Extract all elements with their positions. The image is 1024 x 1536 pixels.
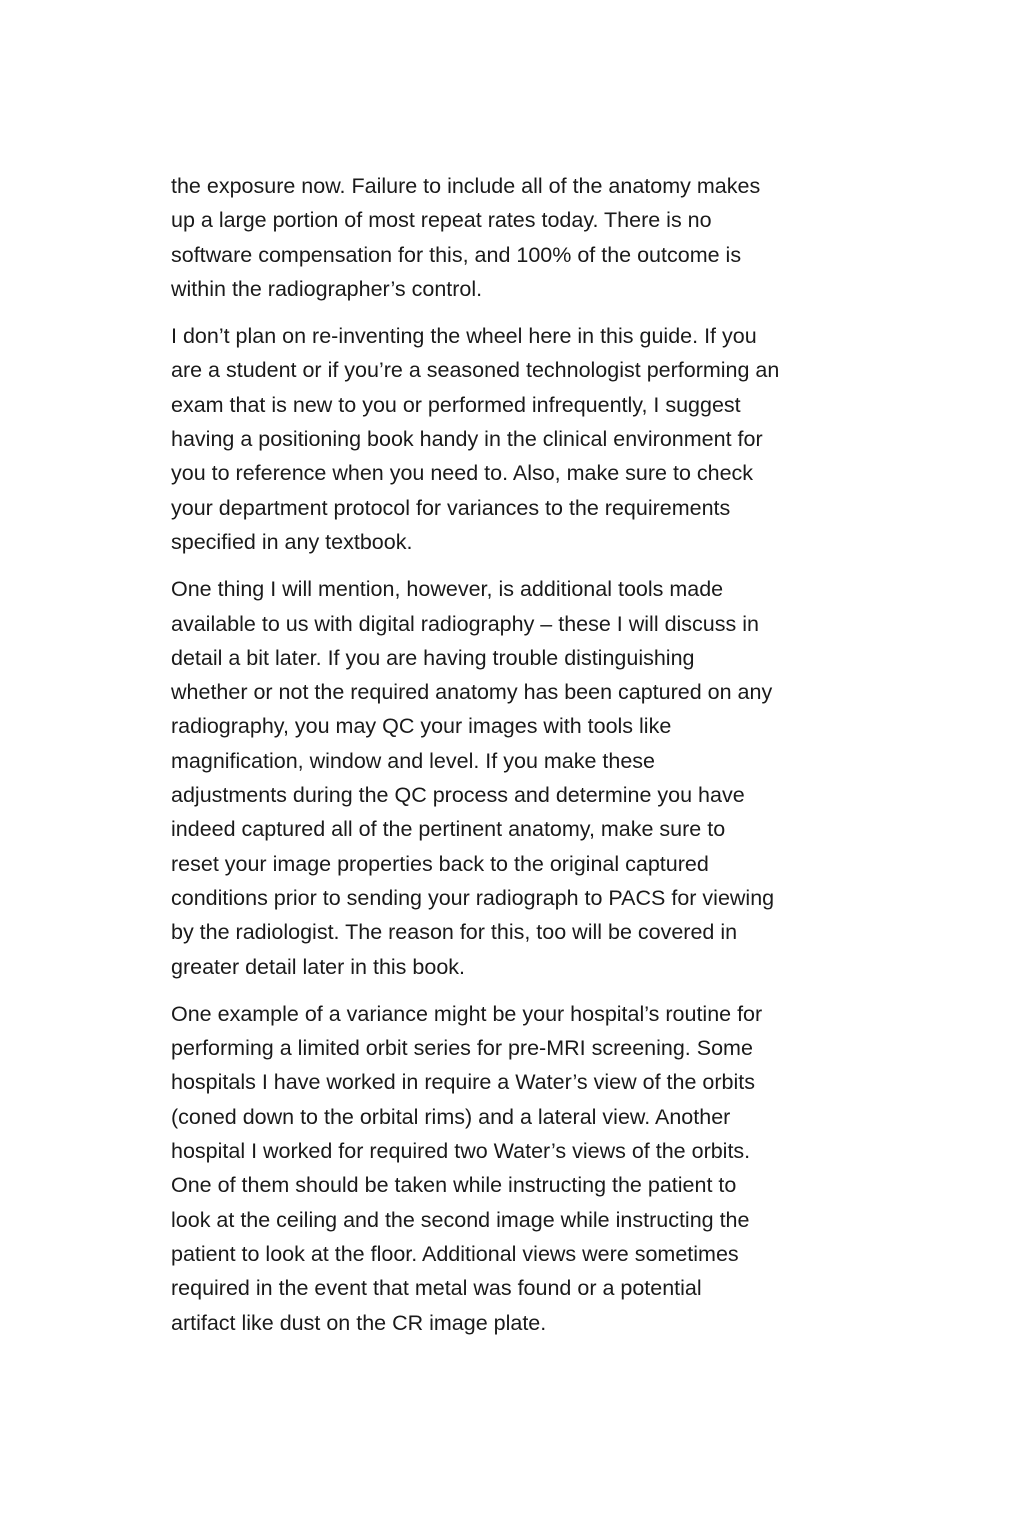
text-line: are a student or if you’re a seasoned technologist performing an [171,358,780,383]
text-line: specified in any textbook. [171,529,413,554]
text-line: conditions prior to sending your radiograph to PACS for viewing [171,885,775,910]
text-line: your department protocol for variances to the requirements [171,495,731,520]
text-line: having a positioning book handy in the clinical environment for [171,427,763,452]
paragraph-4 [171,997,871,1340]
text-line: magnification, window and level. If you make these [171,748,656,773]
body-text [171,169,871,1353]
text-line: One of them should be taken while instructing the patient to [171,1173,737,1198]
text-line: One thing I will mention, however, is additional tools made [171,577,724,602]
text-line: within the radiographer’s control. [171,276,483,301]
text-line: exam that is new to you or performed infrequently, I suggest [171,392,741,417]
text-line: whether or not the required anatomy has been captured on any [171,680,773,705]
text-line: greater detail later in this book. [171,954,465,979]
text-line: you to reference when you need to. Also, make sure to check [171,461,754,486]
text-line: the exposure now. Failure to include all of the anatomy makes [171,174,761,198]
text-line: up a large portion of most repeat rates today. There is no [171,208,712,233]
paragraph-3 [171,572,871,984]
text-line: available to us with digital radiography – these I will discuss in [171,611,759,636]
text-line: radiography, you may QC your images with tools like [171,714,672,739]
text-line: detail a bit later. If you are having trouble distinguishing [171,645,695,670]
text-line: (coned down to the orbital rims) and a lateral view. Another [171,1104,731,1129]
text-line: look at the ceiling and the second image while instructing the [171,1207,750,1232]
text-line: hospitals I have worked in require a Water’s view of the orbits [171,1070,755,1095]
text-line: One example of a variance might be your hospital’s routine for [171,1001,763,1026]
text-line: patient to look at the floor. Additional views were sometimes [171,1241,739,1266]
text-line: performing a limited orbit series for pre-MRI screening. Some [171,1036,753,1061]
text-line: I don’t plan on re-inventing the wheel here in this guide. If you [171,324,757,349]
text-line: by the radiologist. The reason for this, too will be covered in [171,920,738,945]
text-line: hospital I worked for required two Water’s views of the orbits. [171,1139,751,1164]
text-line: required in the event that metal was found or a potential [171,1276,702,1301]
paragraph-2 [171,319,871,559]
text-line: indeed captured all of the pertinent anatomy, make sure to [171,817,726,842]
paragraph-1 [171,169,871,306]
text-line: reset your image properties back to the original captured [171,851,709,876]
text-line: artifact like dust on the CR image plate. [171,1310,547,1335]
text-line: software compensation for this, and 100% of the outcome is [171,242,742,267]
text-line: adjustments during the QC process and determine you have [171,783,745,808]
